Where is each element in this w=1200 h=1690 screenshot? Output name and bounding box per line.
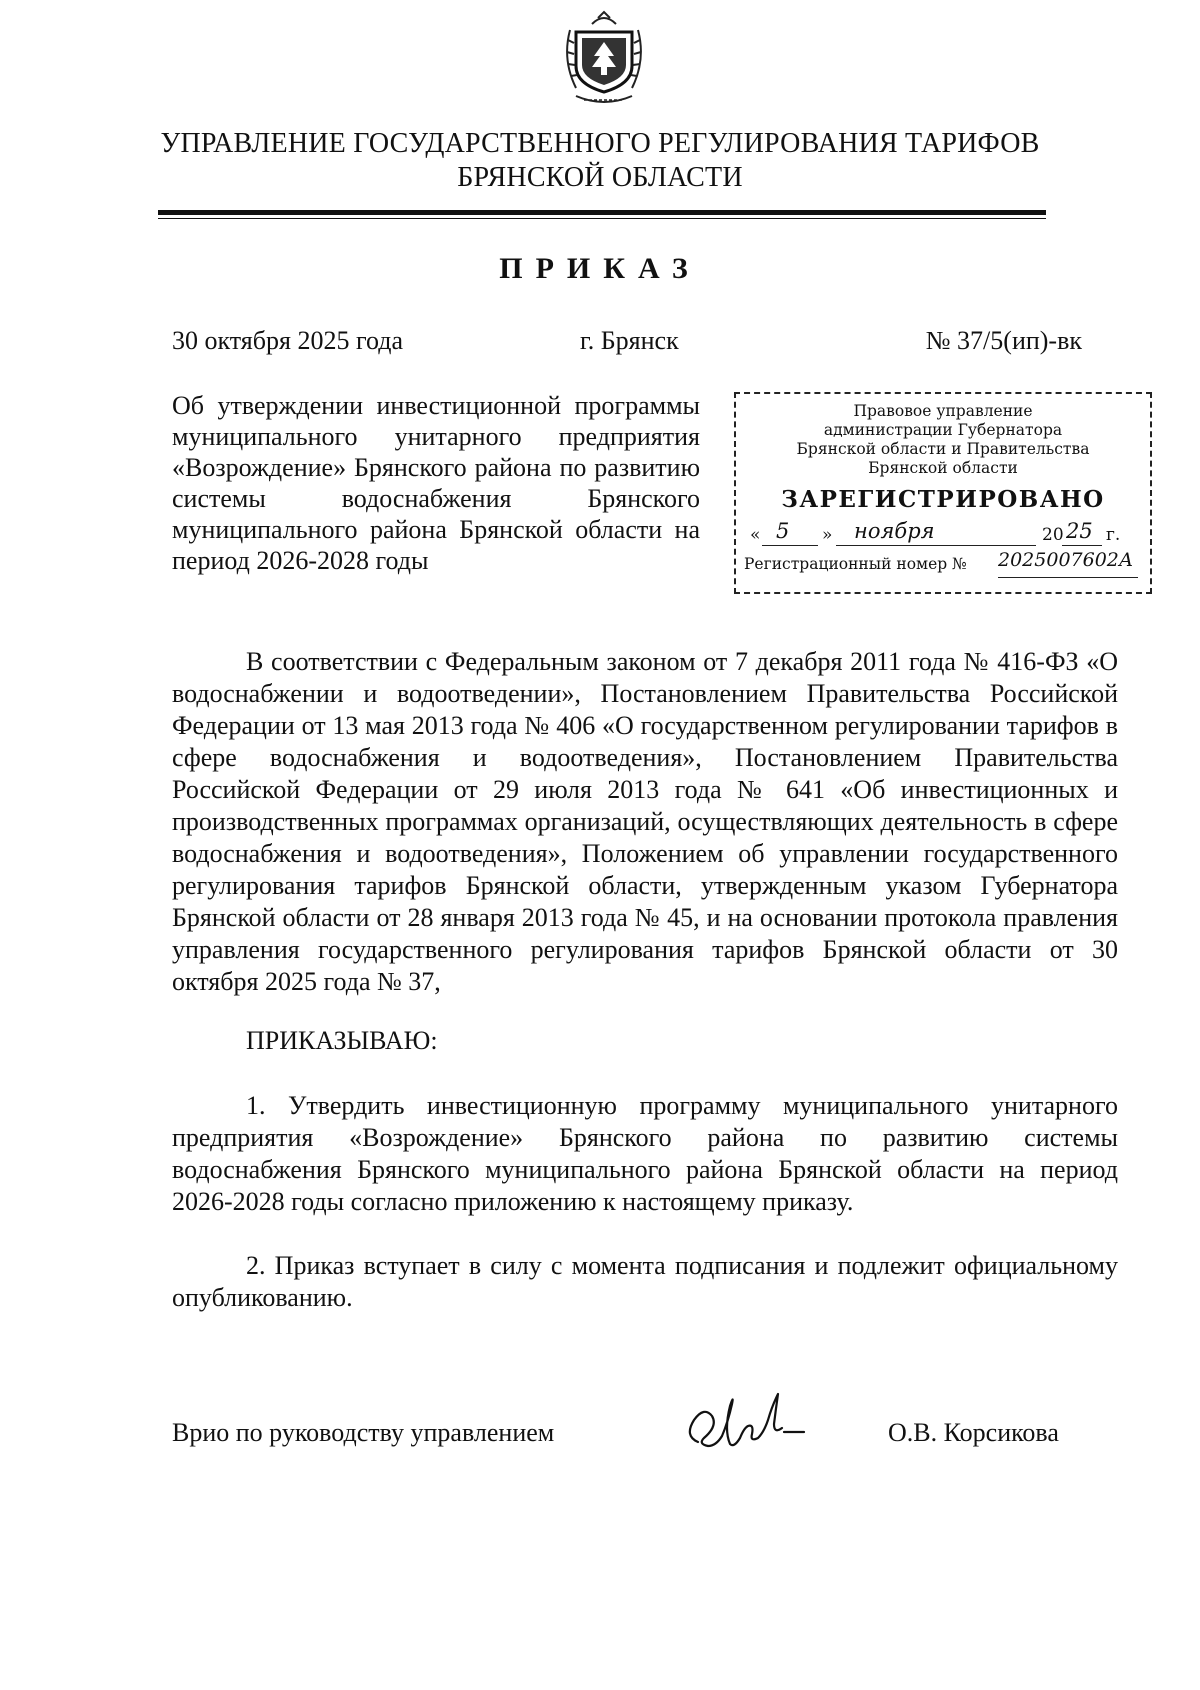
organization-name-line1: УПРАВЛЕНИЕ ГОСУДАРСТВЕННОГО РЕГУЛИРОВАНИЯ ТАРИФОВ <box>160 128 1040 159</box>
stamp-line3: Брянской области и Правительства <box>796 440 1090 458</box>
stamp-line2: администрации Губернатора <box>823 421 1063 439</box>
document-title: ПРИКАЗ <box>499 252 701 285</box>
stamp-year-suffix: 25 <box>1066 519 1093 543</box>
stamp-reg-number: 2025007602А <box>998 549 1134 571</box>
document-subject: Об утверждении инвестиционной программы муниципального унитарного предприятия «Возрождение» Брянского района по развитию системы водоснабжения Брянского муниципального района Брянской области на период 2026-2028 годы <box>172 391 700 575</box>
coat-of-arms-icon <box>562 10 646 106</box>
organization-name-line2: БРЯНСКОЙ ОБЛАСТИ <box>457 162 743 193</box>
signatory-name: О.В. Корсикова <box>888 1418 1059 1447</box>
stamp-reg-line <box>736 549 1150 581</box>
stamp-line1: Правовое управление <box>853 402 1033 420</box>
header-divider-thick <box>158 210 1046 215</box>
stamp-reg-label: Регистрационный номер № <box>744 555 967 573</box>
stamp-line4: Брянской области <box>868 459 1018 477</box>
registration-stamp <box>734 392 1152 594</box>
document-number: № 37/5(ип)-вк <box>925 326 1082 355</box>
handwritten-signature <box>680 1380 830 1460</box>
stamp-date-line: « 5 » ноября 20 25 г. <box>750 519 1121 545</box>
order-item-2: 2. Приказ вступает в силу с момента подписания и подлежит официальному опубликованию. <box>172 1251 1118 1312</box>
document-date: 30 октября 2025 года <box>172 326 403 355</box>
preamble-paragraph: В соответствии с Федеральным законом от 7 декабря 2011 года № 416-ФЗ «О водоснабжении и водоотведении», Постановлением Правительства Российской Федерации от 13 мая 2013 года № 406 «О государственном регулировании тарифов в сфере водоснабжения и водоотведения», Постановлением Правительства Российской Федерации от 29 июля 2013 года № 641 «Об инвестиционных и производственных программах организаций, осуществляющих деятельность в сфере водоснабжения и водоотведения», Положением об управлении государственного регулирования тарифов Брянской области, утвержденным указом Губернатора Брянской области от 28 января 2013 года № 45, и на основании протокола правления управления государственного регулирования тарифов Брянской области от 30 октября 2025 года № 37, <box>172 647 1118 996</box>
header-divider-thin <box>158 218 1046 219</box>
stamp-year-prefix: 20 <box>1042 525 1064 545</box>
signatory-position: Врио по руководству управлением <box>172 1418 555 1447</box>
stamp-month: ноября <box>854 519 935 543</box>
stamp-day: 5 <box>776 519 790 543</box>
stamp-registered: ЗАРЕГИСТРИРОВАНО <box>781 486 1105 513</box>
orders-heading: ПРИКАЗЫВАЮ: <box>246 1026 438 1055</box>
stamp-year-unit: г. <box>1106 525 1121 545</box>
order-item-1: 1. Утвердить инвестиционную программу муниципального унитарного предприятия «Возрождение» Брянского района по развитию системы водоснабжения Брянского муниципального района Брянской области на период 2026-2028 годы согласно приложению к настоящему приказу. <box>172 1091 1118 1216</box>
document-city: г. Брянск <box>580 326 679 355</box>
